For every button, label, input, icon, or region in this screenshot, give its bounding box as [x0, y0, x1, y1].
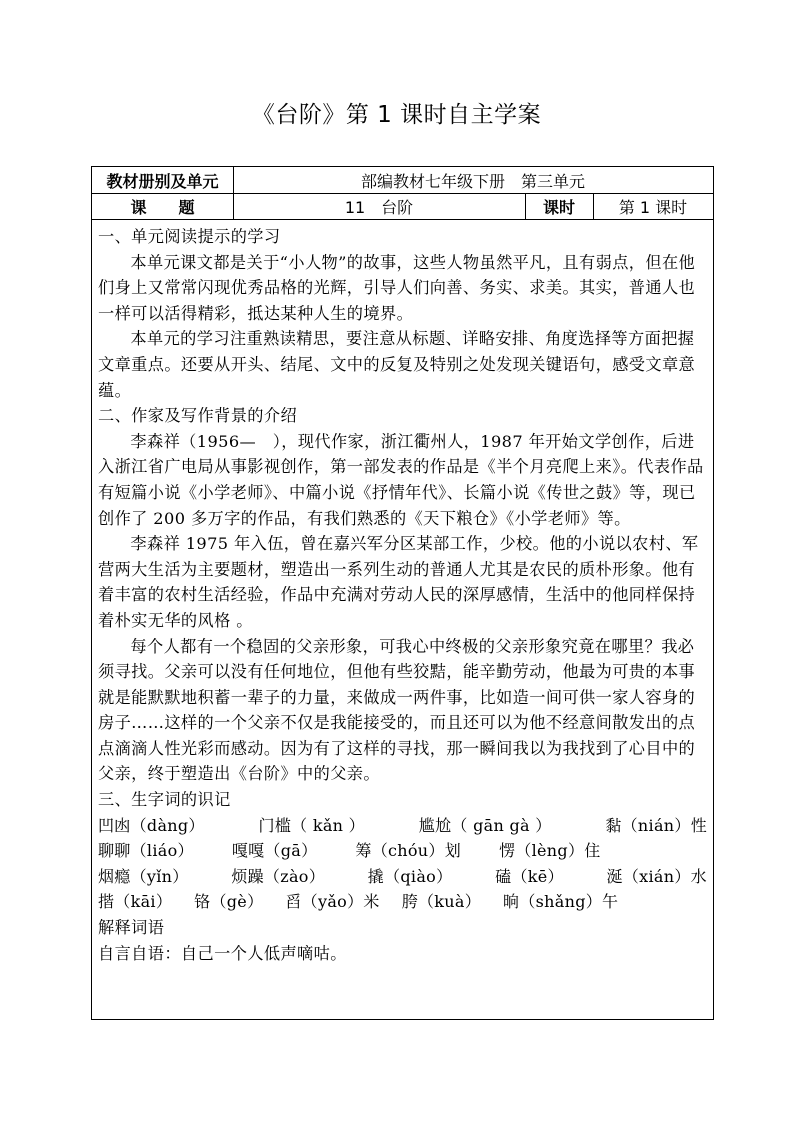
char-row: [98, 889, 707, 915]
paragraph: 李森祥 1975 年入伍，曾在嘉兴军分区某部工作，少校。他的小说以农村、军营两大生活为主要题材，塑造出一系列生动的普通人尤其是农民的质朴形象。他有着丰富的农村生活经验，作品中充满对劳动人民的深厚感情，生活中的他同样保持着朴实无华的风格 。: [98, 534, 699, 630]
char-item: 涎（xián）水: [606, 866, 707, 886]
content-body: [92, 220, 713, 966]
period-value: 第 1 课时: [618, 198, 688, 217]
section-heading: 三、生字词的识记: [98, 790, 231, 810]
char-item: 尴尬（ gān gà ）: [418, 815, 552, 835]
char-item: 愣（lèng）住: [499, 841, 601, 861]
paragraph: 每个人都有一个稳固的父亲形象，可我心中终极的父亲形象究竟在哪里？我必须寻找。父亲可以没有任何地位，但他有些狡黠，能辛勤劳动，他最为可贵的本事就是能默默地积蓄一辈子的力量，来做成一两件事，比如造一间可供一家人容身的房子……这样的一个父亲不仅是我能接受的，而且还可以为他不经意间散发出的点点滴滴人性光彩而感动。因为有了这样的寻找，那一瞬间我以为我找到了心目中的父亲，终于塑造出《台阶》中的父亲。: [98, 636, 696, 784]
paragraph: 李森祥（1956— ），现代作家，浙江衢州人，1987 年开始文学创作，后进入浙江省广电局从事影视创作，第一部发表的作品是《半个月亮爬上来》。代表作品有短篇小说《小学老师》、中篇小说《抒情年代》、长篇小说《传世之鼓》等，现已创作了 200 多万字的作品，有我们熟悉的《天下粮仓》《小学老师》等。: [98, 431, 704, 528]
worksheet-table: [91, 166, 714, 1020]
section-heading: 二、作家及写作背景的介绍: [98, 406, 298, 426]
char-item: 撬（qiào）: [367, 866, 453, 886]
char-item: 黏（nián）性: [605, 815, 707, 835]
period-label: 课时: [542, 198, 575, 217]
unit-value: 部编教材七年级下册 第三单元: [360, 171, 585, 191]
table-row-unit: [92, 167, 713, 194]
paragraph: 本单元的学习注重熟读精思，要注意从标题、详略安排、角度选择等方面把握文章重点。还要从开头、结尾、文中的反复及特别之处发现关键语句，感受文章意蕴。: [98, 329, 696, 400]
char-row: [98, 838, 707, 864]
char-item: 烟瘾（yǐn）: [98, 866, 189, 886]
char-item: 揩（kāi）: [98, 892, 173, 912]
page-title: 《台阶》第 1 课时自主学案: [251, 102, 542, 128]
char-item: 烦躁（zào）: [231, 866, 326, 886]
paragraph: 本单元课文都是关于“小人物”的故事，这些人物虽然平凡，且有弱点，但在他们身上又常常闪现优秀品格的光辉，引导人们向善、务实、求美。其实，普通人也一样可以活得精彩，抵达某种人生的境界。: [98, 252, 696, 323]
char-item: 嘎嘎（gā）: [231, 841, 318, 861]
char-item: 筹（chóu）划: [355, 841, 462, 861]
char-item: 聊聊（liáo）: [98, 841, 194, 861]
table-row-topic: [92, 194, 713, 220]
char-item: 凹凼（dàng）: [98, 815, 205, 835]
char-item: 晌（shǎng）午: [503, 892, 619, 912]
char-item: 舀（yǎo）米: [285, 892, 380, 912]
char-item: 门槛（ kǎn ）: [258, 815, 365, 835]
char-item: 铬（gè）: [194, 892, 264, 912]
char-item: 胯（kuà）: [401, 892, 482, 912]
char-item: 磕（kē）: [495, 866, 564, 886]
section-heading: 一、单元阅读提示的学习: [98, 227, 281, 246]
topic-value: 11 台阶: [344, 198, 414, 217]
unit-label: 教材册别及单元: [106, 171, 219, 191]
topic-label: 课 题: [130, 198, 195, 217]
vocab-heading: 解释词语: [98, 918, 165, 938]
char-row: [98, 813, 707, 839]
char-row: [98, 864, 707, 890]
vocab-item: 自言自语：自己一个人低声嘀咕。: [98, 943, 347, 963]
